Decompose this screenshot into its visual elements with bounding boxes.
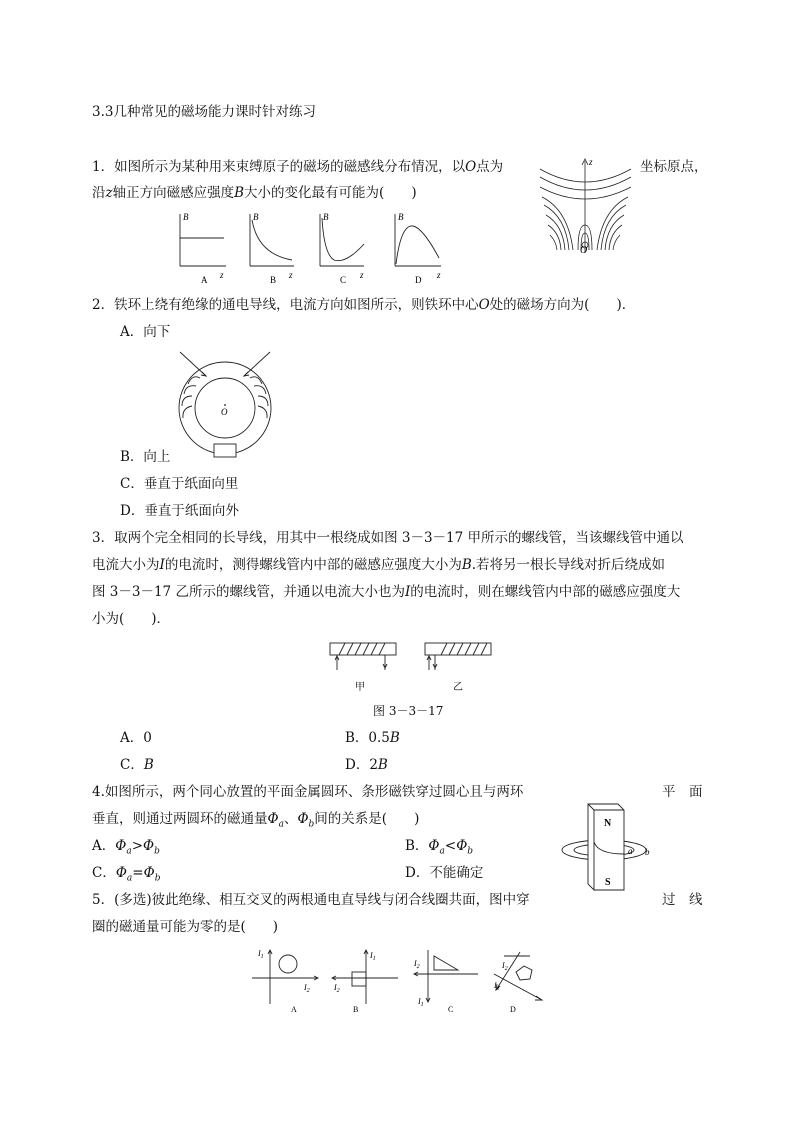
q3-line2: 电流大小为I的电流时，测得螺线管内中部的磁感应强度大小为B.若将另一根长导线对折后绕成如 <box>92 557 666 573</box>
q4-ring-b-label: b <box>645 847 650 857</box>
q3-option-a: A．0 <box>120 730 152 746</box>
q4-north-label: N <box>604 818 612 829</box>
q5-d-loop <box>516 966 532 980</box>
q2-option-d: D．垂直于纸面向外 <box>120 503 239 519</box>
q5-b-loop <box>352 972 366 986</box>
q3-label-yi: 乙 <box>453 682 463 693</box>
q2-ring-figure <box>170 348 280 460</box>
graph-b-label: B <box>270 275 277 285</box>
q4-option-b: B．$\Phi_a<\Phi_b$ <box>405 838 474 857</box>
graph-d-xlabel: z <box>437 270 441 280</box>
q3-option-d: D．2B <box>345 757 388 773</box>
q5-line2: 圈的磁通量可能为零的是( ) <box>92 919 279 935</box>
q2-option-c: C．垂直于纸面向里 <box>120 476 239 492</box>
q5-line1-right: 过 线 <box>662 892 703 908</box>
graph-c-ylabel: B <box>323 212 329 222</box>
graph-d-label: D <box>415 275 422 285</box>
q1-line1-right: 坐标原点， <box>640 159 708 175</box>
q4-option-a: A．$\Phi_a>\Phi_b$ <box>92 838 160 857</box>
q5-d-i2: $I_2$ <box>502 961 508 972</box>
q5-d-i1: $I_1$ <box>494 981 500 992</box>
q5-line1: 5．(多选)彼此绝缘、相互交叉的两根通电直导线与闭合线圈共面，图中穿 <box>92 892 530 908</box>
q5-c-loop <box>434 956 458 970</box>
q4-south-label: S <box>605 877 611 888</box>
q1-fig-o-label: O <box>580 245 588 255</box>
q5-b-label: B <box>353 1005 359 1014</box>
graph-b-ylabel: B <box>253 212 259 222</box>
graph-d-curve <box>396 226 439 264</box>
q3-solenoid-figure <box>325 638 500 694</box>
q1-graphs <box>170 208 390 288</box>
q4-magnet-figure <box>560 802 660 894</box>
graph-a-xlabel: z <box>220 270 224 280</box>
page-title: 3.3几种常见的磁场能力课时针对练习 <box>92 104 316 120</box>
q5-b-i1: $I_1$ <box>370 951 376 962</box>
q5-a-loop <box>279 955 297 973</box>
q4-option-d: D．不能确定 <box>405 865 484 881</box>
graph-b-curve <box>252 220 292 260</box>
q3-option-b: B．0.5B <box>345 730 400 746</box>
q5-c-label: C <box>448 1005 454 1014</box>
q5-a-i2: $I_2$ <box>304 983 310 994</box>
q1-line2: 沿z轴正方向磁感应强度B大小的变化最有可能为( ) <box>92 185 417 201</box>
q4-line2: 垂直，则通过两圆环的磁通量$\Phi_a$、$\Phi_b$间的关系是( ) <box>92 811 420 830</box>
q4-option-c: C．$\Phi_a=\Phi_b$ <box>92 865 161 884</box>
q2-option-a: A．向下 <box>120 324 171 340</box>
q5-d-label: D <box>510 1005 516 1014</box>
q1-fig-z-label: z <box>589 157 593 167</box>
q5-figures <box>248 944 548 1016</box>
q2-stem: 2．铁环上绕有绝缘的通电导线，电流方向如图所示，则铁环中心O处的磁场方向为( )． <box>92 297 636 313</box>
q3-option-c: C．B <box>120 757 154 773</box>
q2-center-o: O <box>221 407 228 417</box>
q5-c-i1: $I_1$ <box>418 997 424 1008</box>
q4-line1: 4.如图所示，两个同心放置的平面金属圆环、条形磁铁穿过圆心且与两环 <box>92 784 524 800</box>
q3-line1: 3．取两个完全相同的长导线，用其中一根绕成如图 3－3－17 甲所示的螺线管，当该螺线管中通以 <box>92 530 684 546</box>
q3-caption: 图 3－3－17 <box>373 704 444 718</box>
q5-b-i2: $I_2$ <box>334 983 340 994</box>
graph-c-label: C <box>340 275 347 285</box>
graph-c-xlabel: z <box>360 270 364 280</box>
q4-line1-right: 平 面 <box>662 784 703 800</box>
q1-graph-d <box>387 208 449 288</box>
graph-b-xlabel: z <box>289 270 293 280</box>
graph-a-label: A <box>201 275 208 285</box>
q5-a-i1: $I_1$ <box>258 949 264 960</box>
q1-line1: 1．如图所示为某种用来束缚原子的磁场的磁感线分布情况，以O点为 <box>92 159 504 175</box>
q5-c-i2: $I_2$ <box>414 959 420 970</box>
q3-line4: 小为( )． <box>92 611 171 627</box>
q1-field-figure <box>538 155 633 255</box>
q5-a-label: A <box>291 1005 297 1014</box>
q4-ring-a-label: a <box>628 846 633 856</box>
graph-d-ylabel: B <box>398 212 404 222</box>
graph-a-ylabel: B <box>183 212 189 222</box>
q3-label-jia: 甲 <box>355 682 365 693</box>
q3-line3: 图 3－3－17 乙所示的螺线管，并通以电流大小也为I的电流时，则在螺线管内中部的磁感应强度大 <box>92 584 681 600</box>
graph-c-curve <box>322 218 364 261</box>
q2-option-b: B．向上 <box>120 449 171 465</box>
